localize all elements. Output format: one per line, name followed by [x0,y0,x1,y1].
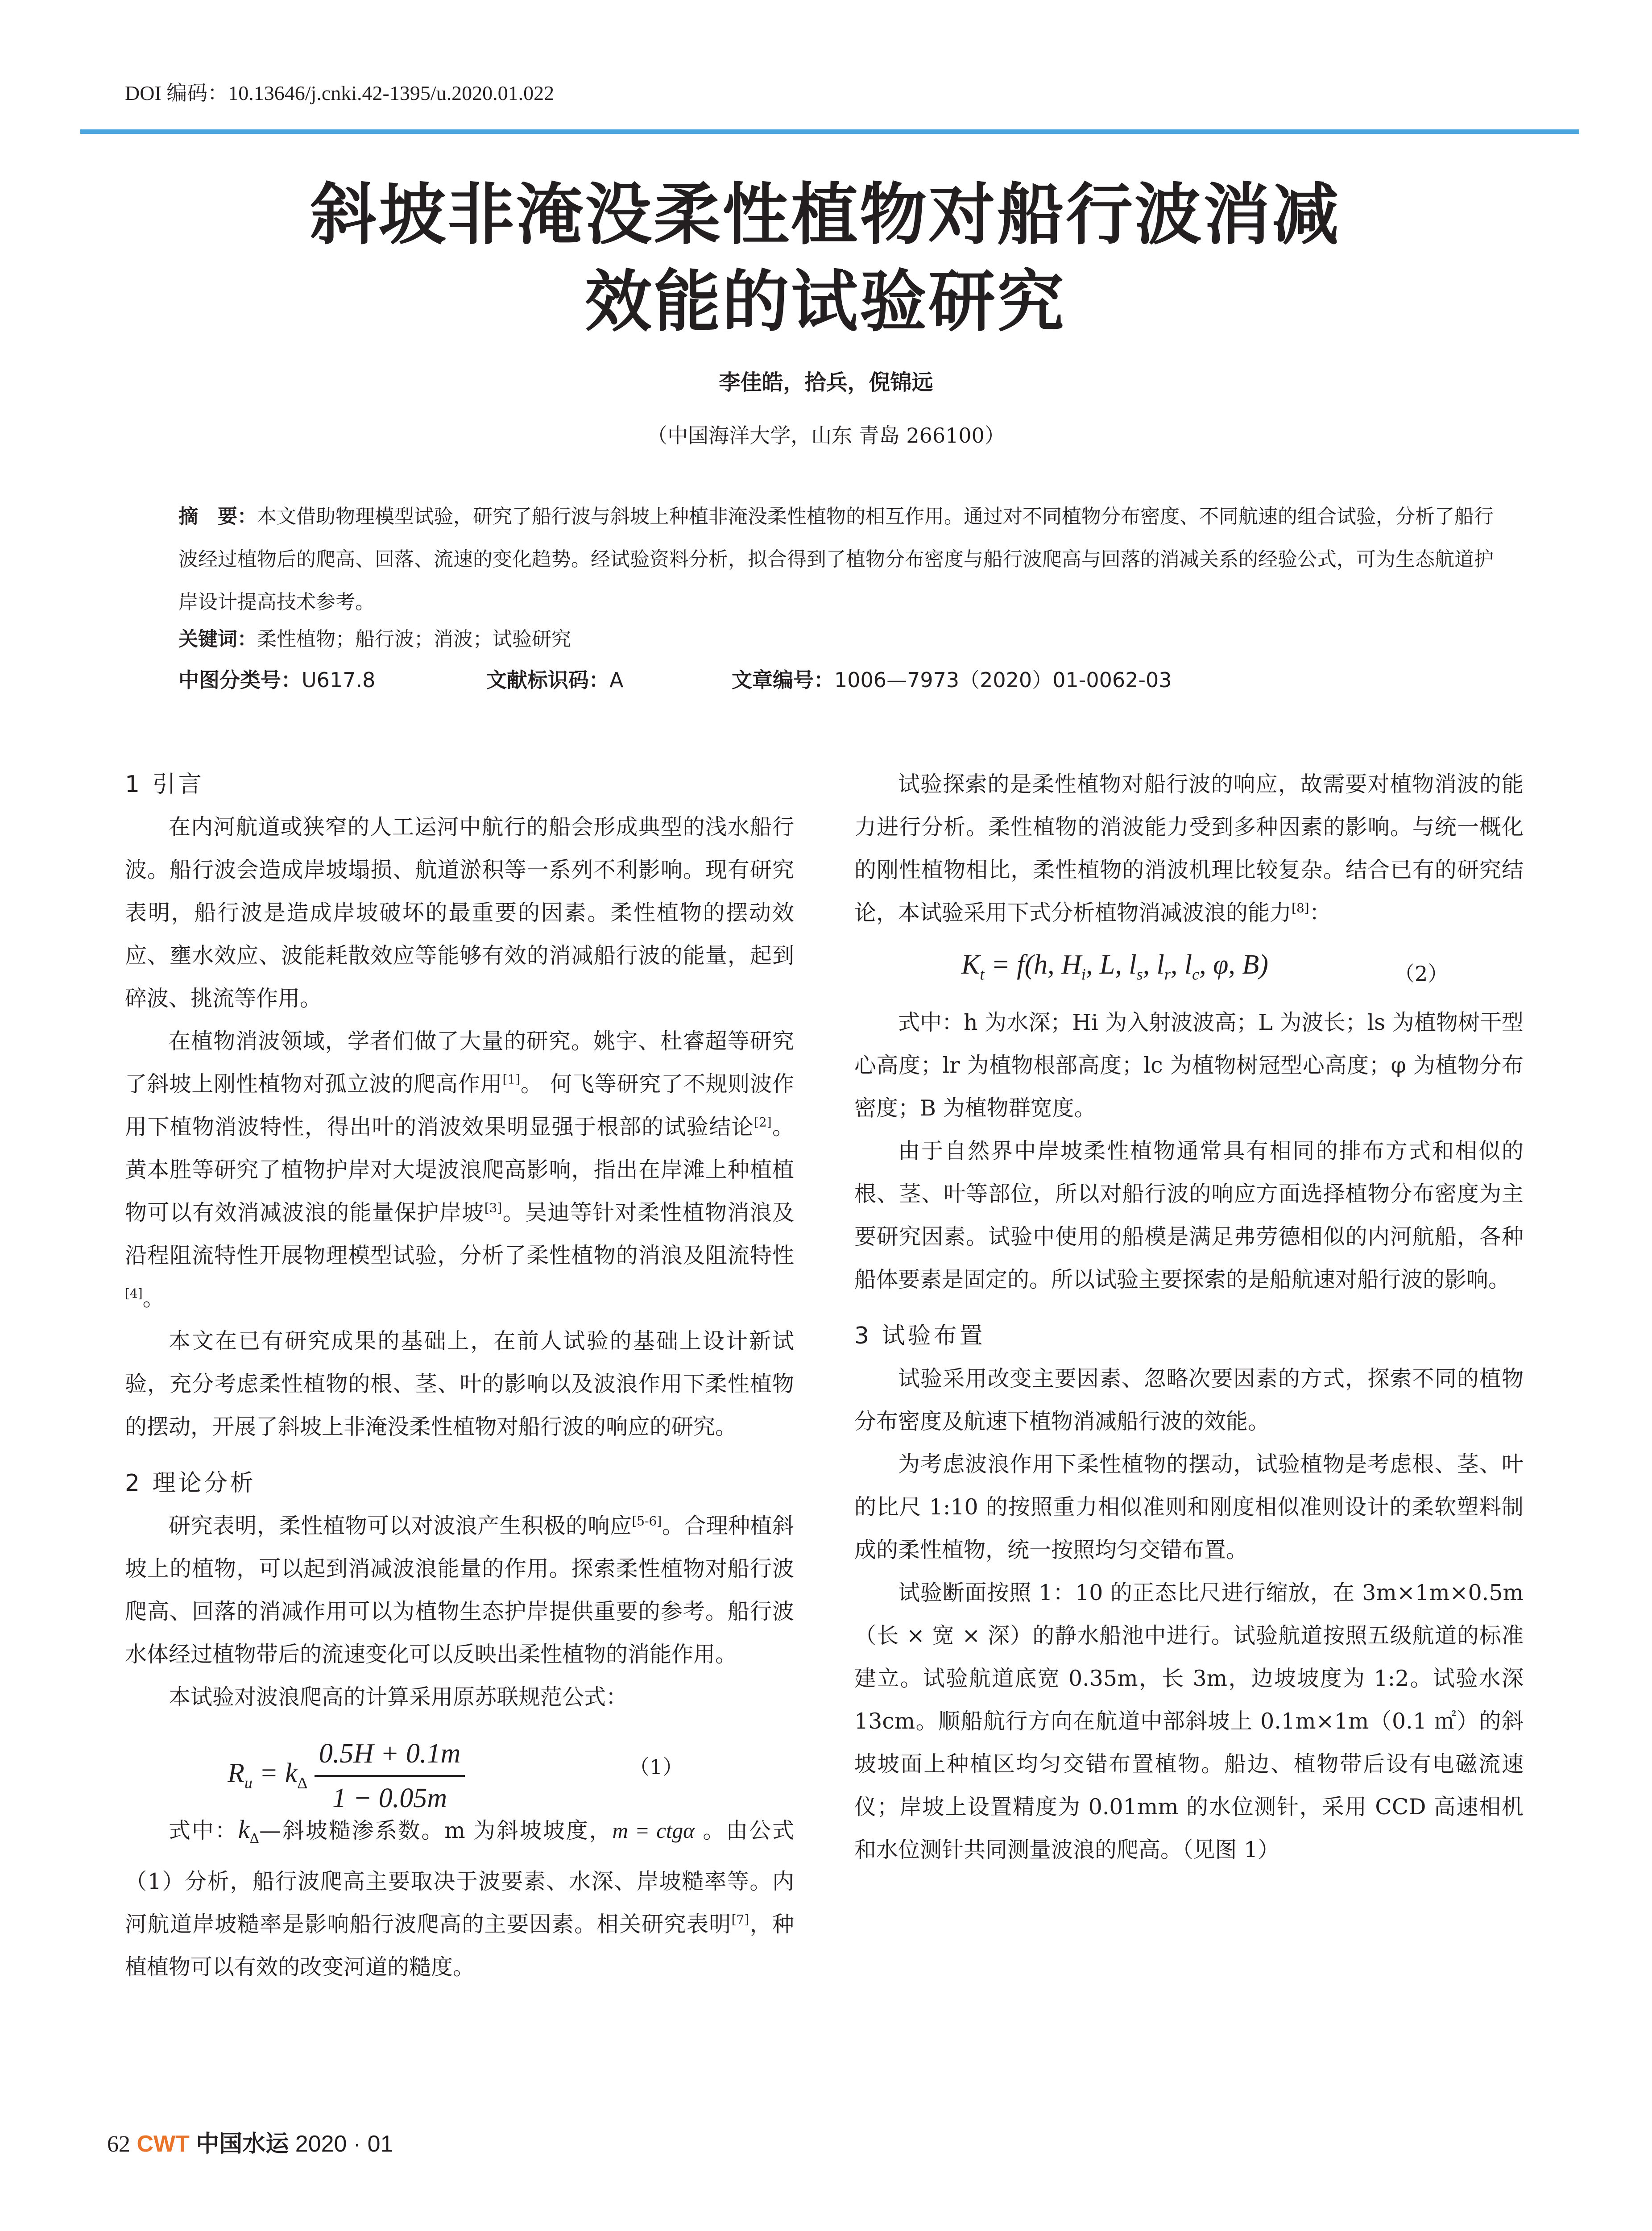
article-number [732,664,1172,693]
header-rule [80,129,1579,134]
section-heading-1: 1 引言 [125,771,204,798]
eq-symbol: , φ, B) [1199,950,1268,980]
paragraph: 本试验对波浪爬高的计算采用原苏联规范公式： [169,1684,628,1710]
text-run: 研究表明，柔性植物可以对波浪产生积极的响应 [169,1513,632,1538]
paragraph: 试验采用改变主要因素、忽略次要因素的方式，探索不同的植物分布密度及航速下植物消减船行波的效能。 [854,1366,1524,1434]
paragraph: 式中：h 为水深；Hi 为入射波波高；L 为波长；ls 为植物树干型心高度；lr 为植物根部高度；lc 为植物树冠型心高度；φ 为植物分布密度；B 为植物群宽度。 [854,1010,1524,1121]
eq-symbol: k [238,1815,250,1844]
citation: [4] [125,1286,143,1301]
text-run: 。 何飞等研究了不规则波作用下植物消波特性，得出叶的消波效果明显强于根部的试验结论 [125,1071,794,1140]
equation-2 [854,934,1524,1001]
eq-denominator: 1 − 0.05m [332,1783,447,1813]
abstract [178,495,1495,624]
keywords-label: 关键词： [178,628,257,651]
paragraph: 本文在已有研究成果的基础上，在前人试验的基础上设计新试验，充分考虑柔性植物的根、茎、叶的影响以及波浪作用下柔性植物的摆动，开展了斜坡上非淹没柔性植物对船行波的响应的研究。 [125,1328,794,1439]
article-label: 文章编号： [732,668,834,692]
abstract-text: 本文借助物理模型试验，研究了船行波与斜坡上种植非淹没柔性植物的相互作用。通过对不同植物分布密度、不同航速的组合试验，分析了船行波经过植物后的爬高、回落、流速的变化趋势。经试验资料分析，拟合得到了植物分布密度与船行波爬高与回落的消减关系的经验公式，可为生态航道护岸设计提高技术参考。 [178,505,1494,614]
eq-symbol: , l [1170,950,1192,980]
clc-number [178,664,375,693]
citation: [8] [1292,900,1309,916]
eq-symbol: K [961,950,980,980]
eq-sub: Δ [297,1774,308,1792]
doc-code [486,664,623,693]
equation-number: （1） [629,1755,683,1779]
citation: [2] [754,1115,772,1130]
citation: [5-6] [632,1514,662,1529]
page-number: 62 [107,2131,130,2157]
paragraph: 试验断面按照 1：10 的正态比尺进行缩放，在 3m×1m×0.5m（长 × 宽 × 深）的静水船池中进行。试验航道按照五级航道的标准建立。试验航道底宽 0.35m，长 3m，边坡坡度为 1:2。试验水深 13cm。顺船航行方向在航道中部斜坡上 0.1m×1m（0.1 ㎡）的斜坡坡面上种植区均匀交错布置植物。船边、植物带后设有电磁流速仪；岸坡上设置精度为 0.01mm 的水位测针，采用 CCD 高速相机和水位测针共同测量波浪的爬高。（见图 1） [854,1580,1524,1862]
paragraph [125,1808,794,1989]
section-heading-3: 3 试验布置 [854,1323,985,1349]
text-run: 在植物消波领域，学者们做了大量的研究。姚宇、杜睿超等研究了斜坡上刚性植物对孤立波的爬高作用 [125,1028,794,1097]
eq-sub: c [1192,965,1200,983]
eq-sub: t [980,965,985,983]
eq-symbol: R [228,1758,244,1789]
text-run: —斜坡糙渗系数。m 为斜坡坡度， [259,1818,613,1843]
text-run: 。吴迪等针对柔性植物消浪及沿程阻流特性开展物理模型试验，分析了柔性植物的消浪及阻流特性 [125,1200,794,1268]
text-run: 。 [142,1286,165,1311]
doc-value: A [609,668,624,692]
section-heading-2: 2 理论分析 [125,1470,256,1497]
equation-number: （2） [1394,962,1449,986]
doi-line: DOI 编码：10.13646/j.cnki.42-1395/u.2020.01.022 [125,82,555,104]
text-run: 式中： [169,1818,238,1843]
brand-logo: CWT [137,2131,190,2157]
paragraph [854,763,1524,934]
equation-2-body [961,943,1268,995]
eq-numerator: 0.5H + 0.1m [315,1732,465,1777]
eq-symbol: = f(h, H [984,950,1081,980]
eq-symbol: , l [1143,950,1164,980]
eq-sub: Δ [249,1830,260,1846]
doc-label: 文献标识码： [486,668,609,692]
right-column [854,763,1524,1871]
eq-sub: u [244,1774,253,1792]
text-run: 。合理种植斜坡上的植物，可以起到消减波浪能量的作用。探索柔性植物对船行波爬高、回落的消减作用可以为植物生态护岸提供重要的参考。船行波水体经过植物带后的流速变化可以反映出柔性植物的消能作用。 [125,1513,794,1667]
paragraph: 在内河航道或狭窄的人工运河中航行的船会形成典型的浅水船行波。船行波会造成岸坡塌损、航道淤积等一系列不利影响。现有研究表明，船行波是造成岸坡破坏的最重要的因素。柔性植物的摆动效应、壅水效应、波能耗散效应等能够有效的消减船行波的能量，起到碎波、挑流等作用。 [125,814,794,1011]
paragraph: 为考虑波浪作用下柔性植物的摆动，试验植物是考虑根、茎、叶的比尺 1:10 的按照重力相似准则和刚度相似准则设计的柔软塑料制成的柔性植物，统一按照均匀交错布置。 [854,1451,1524,1563]
text-run: 。由公式（1）分析，船行波爬高主要取决于波要素、水深、岸坡糙率等。内河航道岸坡糙率是影响船行波爬高的主要因素。相关研究表明 [125,1818,795,1937]
paper-title-line2: 效能的试验研究 [584,262,1066,341]
paragraph: 由于自然界中岸坡柔性植物通常具有相同的排布方式和相似的根、茎、叶等部位，所以对船行波的响应方面选择植物分布密度为主要研究因素。试验中使用的船模是满足弗劳德相似的内河航船，各种船体要素是固定的。所以试验主要探索的是船航速对船行波的影响。 [854,1138,1524,1292]
keywords [178,623,571,651]
text-run: 试验探索的是柔性植物对船行波的响应，故需要对植物消波的能力进行分析。柔性植物的消波能力受到多种因素的影响。与统一概化的刚性植物相比，柔性植物的消波机理比较复杂。结合已有的研究结论，本试验采用下式分析植物消减波浪的能力 [854,771,1524,925]
eq-inline: m = ctgα [612,1818,695,1843]
paragraph [125,1505,794,1676]
citation: [3] [484,1200,502,1215]
journal-name: 中国水运 [196,2130,289,2157]
equation-1-body [228,1732,465,1820]
clc-value: U617.8 [302,668,376,692]
eq-symbol: = k [252,1758,298,1789]
text-run: ，种植植物可以有效的改变河道的糙度。 [125,1911,794,1980]
paragraph [125,1020,794,1320]
keywords-text: 柔性植物；船行波；消波；试验研究 [257,628,571,651]
left-column [125,763,794,1989]
article-value: 1006—7973（2020）01-0062-03 [834,668,1172,692]
issue-label: 2020 · 01 [295,2131,393,2157]
page-footer [107,2125,393,2158]
eq-sub: r [1164,965,1171,983]
paper-title-line1: 斜坡非淹没柔性植物对船行波消减 [310,175,1341,254]
text-run: ： [1309,900,1331,925]
eq-symbol: , L, l [1085,950,1137,980]
text-run: 。黄本胜等研究了植物护岸对大堤波浪爬高影响，指出在岸滩上种植植物可以有效消减波浪的能量保护岸坡 [125,1114,794,1225]
citation: [1] [502,1072,521,1087]
authors: 李佳皓，拾兵，倪锦远 [719,370,933,395]
clc-label: 中图分类号： [178,668,302,692]
eq-sub: i [1081,965,1086,983]
citation: [7] [731,1912,749,1927]
eq-sub: s [1136,965,1143,983]
affiliation: （中国海洋大学，山东 青岛 266100） [647,423,1005,448]
eq-fraction [315,1732,465,1820]
abstract-label: 摘 要： [178,505,257,528]
equation-1 [125,1719,794,1813]
